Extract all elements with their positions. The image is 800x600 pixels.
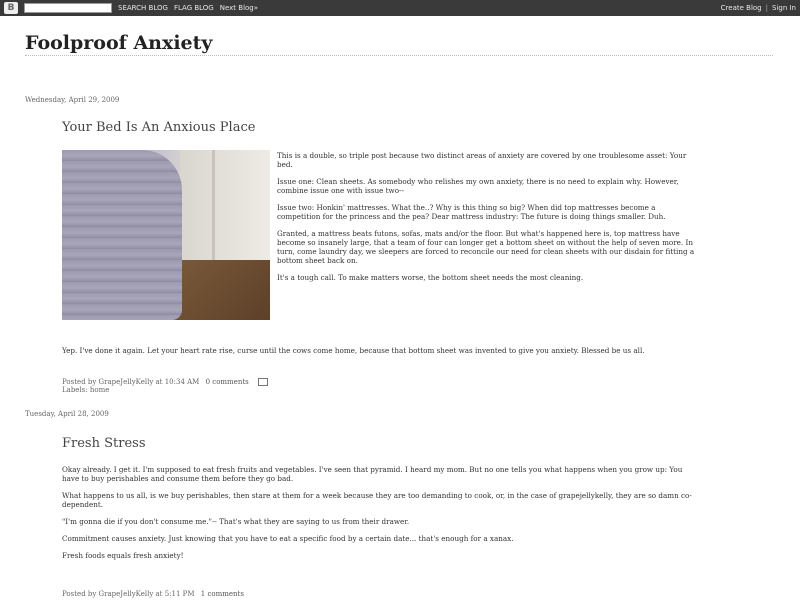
post-paragraph: Fresh foods equals fresh anxiety!	[62, 551, 184, 560]
blog-title[interactable]: Foolproof Anxiety	[25, 32, 213, 54]
post-date-header: Tuesday, April 28, 2009	[25, 410, 109, 418]
post-title[interactable]: Fresh Stress	[62, 436, 146, 451]
blogger-logo-icon[interactable]: B	[4, 2, 18, 14]
next-blog-link[interactable]: Next Blog»	[219, 4, 259, 12]
comments-link[interactable]: 1 comments	[200, 590, 244, 598]
blogger-navbar	[0, 0, 800, 16]
post-paragraph: Commitment causes anxiety. Just knowing that you have to eat a specific food by a certain date... that's enough for a xanax.	[62, 534, 514, 543]
create-blog-link[interactable]: Create Blog	[720, 4, 762, 12]
post-body	[277, 151, 697, 290]
post-footer	[62, 378, 272, 394]
search-input[interactable]	[24, 3, 112, 13]
post-author-line: Posted by GrapeJellyKelly at 10:34 AM	[62, 378, 200, 386]
post-paragraph: Yep. I've done it again. Let your heart rate rise, curse until the cows come home, because that bottom sheet was invented to give you anxiety. Blessed be us all.	[62, 346, 645, 355]
sign-in-link[interactable]: Sign In	[772, 4, 796, 12]
post-body	[62, 465, 698, 560]
post-paragraph: Okay already. I get it. I'm supposed to eat fresh fruits and vegetables. I've seen that pyramid. I heard my mom. But no one tells you what happens when you grow up: You have to buy perishables and consume them before they go bad.	[62, 465, 683, 483]
photo-door-gap	[212, 150, 215, 275]
post-paragraph: "I'm gonna die if you don't consume me."-- That's what they are saying to us from their drawer.	[62, 517, 410, 526]
post-labels[interactable]: Labels: home	[62, 386, 110, 394]
post-footer	[62, 590, 248, 598]
post-paragraph: It's a tough call. To make matters worse, the bottom sheet needs the most cleaning.	[277, 273, 584, 282]
navbar-separator: |	[765, 4, 768, 12]
photo-floor	[172, 260, 270, 320]
post-closing	[62, 346, 698, 363]
photo-wall	[180, 150, 270, 260]
photo-mattress	[62, 150, 182, 320]
navbar-account-links	[721, 4, 796, 12]
post-paragraph: Issue two: Honkin' mattresses. What the..? Why is this thing so big? When did top mattresses become a competition for the princess and the pea? Dear mattress industry: The future is doing things smaller. Duh.	[277, 203, 666, 221]
post-paragraph: Granted, a mattress beats futons, sofas, mats and/or the floor. But what's happened here is, top mattress have become so insanely large, that a team of four can longer get a bottom sheet on without the help of seven more. In turn, come laundry day, we sleepers are forced to reconcile our need for clean sheets with our disdain for fitting a bottom sheet back on.	[277, 229, 695, 265]
comments-link[interactable]: 0 comments	[205, 378, 249, 386]
post-paragraph: Issue one: Clean sheets. As somebody who relishes my own anxiety, there is no need to explain why. However, combine issue one with issue two--	[277, 177, 679, 195]
search-blog-button[interactable]: SEARCH BLOG	[118, 4, 168, 12]
flag-blog-button[interactable]: FLAG BLOG	[173, 4, 214, 12]
post-paragraph: What happens to us all, is we buy perishables, then stare at them for a week because they are too demanding to cook, or, in the case of grapejellykelly, they are so damn co-dependent.	[62, 491, 692, 509]
post-paragraph: This is a double, so triple post because two distinct areas of anxiety are covered by one troublesome asset: Your bed.	[277, 151, 687, 169]
post-date-header: Wednesday, April 29, 2009	[25, 96, 120, 104]
title-divider	[25, 55, 773, 56]
post-author-line: Posted by GrapeJellyKelly at 5:11 PM	[62, 590, 195, 598]
bed-photo[interactable]	[62, 150, 270, 320]
email-post-icon[interactable]	[258, 378, 268, 386]
post-title[interactable]: Your Bed Is An Anxious Place	[62, 120, 256, 135]
